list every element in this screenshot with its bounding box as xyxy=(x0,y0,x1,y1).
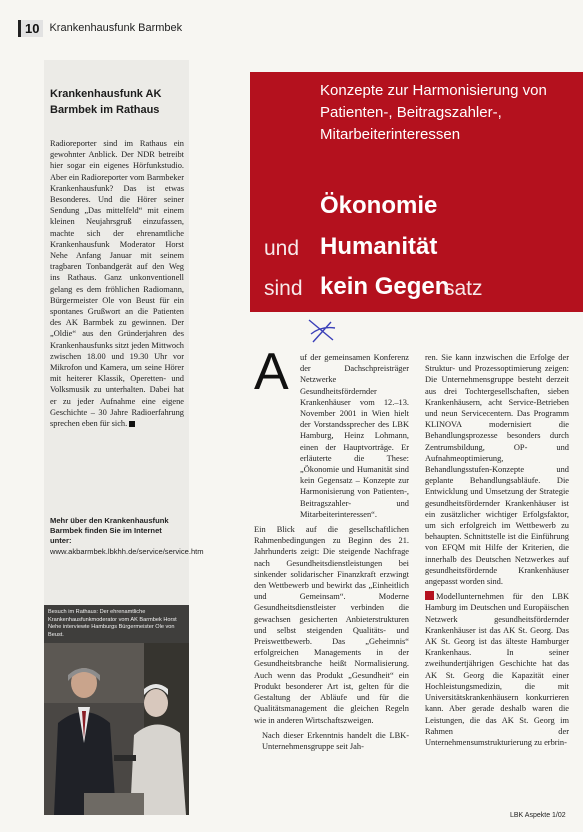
banner-kicker: Konzepte zur Harmonisierung von Patienten-, Beitragszahler-, Mitarbeiterinteressen xyxy=(320,82,547,143)
article-paragraph-with-marker xyxy=(425,591,569,748)
headline-word-kein-gegen: kein Gegen xyxy=(320,273,450,300)
end-mark-icon xyxy=(129,421,135,427)
sidebar-box xyxy=(44,60,204,605)
page-header xyxy=(18,18,198,38)
headline-banner xyxy=(250,72,583,312)
article-paragraph: Ein Blick auf die gesellschaftlichen Rahmenbedingungen zu Beginn des 21. Jahrhunderts zeigt: Die steigende Nachfrage nach Gesundheitsdienstleistungen bei sinkender solidarischer Finanzkraft erzwingt den Wettbewerb und bewirkt das „Einheitlich und Gemeinsam“. Moderne Gesundheitsdienstleister verbinden die gewachsen gesicherten Anbieterstrukturen und selbst steigenden Qualitäts- und Preiswettbewerb. Das „Geheimnis“ erfolgreichen Managements in der Gesundheitsbranche heißt Normalisierung. Auch wenn das Produkt „Gesundheit“ ein Produkt besonderer Art ist, gelten für die Gestaltung der Abläufe und für die Qualitätsmanagement die gleichen Regeln wie in anderen Wirtschaftszweigen. xyxy=(254,525,409,725)
photo-caption: Besuch im Rathaus: Der ehrenamtliche Krankenhausfunkmoderator vom AK Barmbek Horst Nehe interviewte Hamburgs Bürgermeister Ole von Beust. xyxy=(48,609,177,638)
article-paragraph: Nach dieser Erkenntnis handelt die LBK-Unternehmensgruppe seit Jah- xyxy=(262,730,409,751)
page-number: 10 xyxy=(18,20,43,37)
headline-word-sind: sind xyxy=(264,277,303,300)
page-footer: LBK Aspekte 1/02 xyxy=(510,812,566,819)
photo-interview-image xyxy=(44,643,189,815)
section-title: Krankenhausfunk Barmbek xyxy=(49,22,183,34)
sidebar-body-text: Radioreporter sind im Rathaus ein gewohnter Anblick. Der NDR betreibt hier sogar ein eigenes Hörfunkstudio. Aber ein Radioreporter vom Barmbeker Krankenhausfunk? Das ist etwas Besonderes. Und die Hörer seiner Sendung „Das mittelfeld“ mit einem kleinen Neujahrsgruß einzufassen, machte sich der ehrenamtliche Krankenhausfunk Moderator Horst Nehe Anfang Januar mit seinem tragbaren Tonbandgerät auf den Weg ins Rathaus. Ganz unkonventionell gelang es dem fröhlichen Radiomann, Bürgermeister Ole von Beust für ein spontanes Grußwort an die Patienten des AK Barmbek zu gewinnen. Der „Oldie“ aus den Gründerjahren des Krankenhausfunks sitzt jeden Mittwoch zwischen 18.00 und 19.30 Uhr vor Mikrofon und Kamera, um seine Hörer mit heiterer Klassik, Operetten- und Volksmusik zu unterhalten. Dabei hat er zu jeder Aufnahme eine eigene Geschichte – 30 Jahre Radioerfahrung sprechen eben für sich. xyxy=(50,139,184,429)
sidebar-link[interactable]: www.akbarmbek.lbkhh.de/service/service.htm xyxy=(50,547,204,556)
headline-line-2 xyxy=(250,233,583,267)
sidebar-more-info: Mehr über den Krankenhausfunk Barmbek finden Sie im Internet unter: xyxy=(50,516,169,545)
paragraph-marker-icon xyxy=(425,591,434,600)
drop-cap: A xyxy=(254,343,289,401)
photo-block xyxy=(44,605,189,815)
headline-word-humanitaet: Humanität xyxy=(320,233,438,260)
sidebar-heading: Krankenhausfunk AK Barmbek im Rathaus xyxy=(50,88,162,116)
article-paragraph: uf der gemeinsamen Konferenz der Dachschpreisträger Netzwerke Gesundheitsfördernder Krankenhäuser vom 12.–13. November 2001 in Wien hielt der Vorstandssprecher des LBK Hamburg, Heinz Lohmann, einen der Hauptvorträge. Er erläuterte die These: „Ökonomie und Humanität sind kein Gegensatz – Konzepte zur Harmonisierung von Patienten-, Beitragszahler- und Mitarbeiterinteressen“. xyxy=(300,353,409,519)
headline-word-oekonomie: Ökonomie xyxy=(320,192,438,219)
headline-line-1 xyxy=(250,192,583,226)
article-column-1 xyxy=(254,343,409,756)
article-paragraph: ren. Sie kann inzwischen die Erfolge der Struktur- und Prozessoptimierung zeigen: Die Unternehmensgruppe besteht derzeit aus drei Tochtergesellschaften, sieben Krankenhäusern, acht Service-Betrieben und neun Servicecentern. Das Programm KLINOVA modernisiert die Behandlungsprozesse besonders durch Zentrumsbildung, OP- und Aufnahmeoptimierung, Behandlungsstufen-Konzepte und geplante Behandlungsabläufe. Die Entwicklung und Umsetzung der Strategie gesundheitsfördernder Krankenhäuser ist ein zusätzlicher wichtiger Erfolgsfaktor, um sich erfolgreich im Wettbewerb zu behaupten. Schnittstelle ist die Einführung von EFQM mit Hilfe der Kriterien, die innerhalb des Deutschen Netzwerkes auf gesundheitsfördernde Krankenhäuser angepasst worden sind. xyxy=(425,353,569,587)
article-paragraph-text: Modellunternehmen für den LBK Hamburg im Deutschen und Europäischen Netzwerk gesundheitsfördernder Krankenhäuser ist das AK St. Georg. Das AK St. Georg ist das älteste Hamburger Krankenhaus. In seiner zweihundertjährigen Geschichte hat das AK St. Georg die Kapazität einer Hochleistungsmedizin, die mit Universitätskrankenhäusern konkurrieren kann. Aber gerade deshalb waren die Leistungen, die das AK St. Georg im Rahmen der Unternehmensumstrukturierung zu erbrin- xyxy=(425,592,569,747)
article-column-2 xyxy=(425,352,569,752)
headline-line-3 xyxy=(250,273,583,307)
pen-cross-mark-icon xyxy=(305,316,337,346)
headline-word-satz: satz xyxy=(444,277,483,300)
sidebar-body xyxy=(50,138,184,429)
headline-word-und: und xyxy=(264,237,300,260)
